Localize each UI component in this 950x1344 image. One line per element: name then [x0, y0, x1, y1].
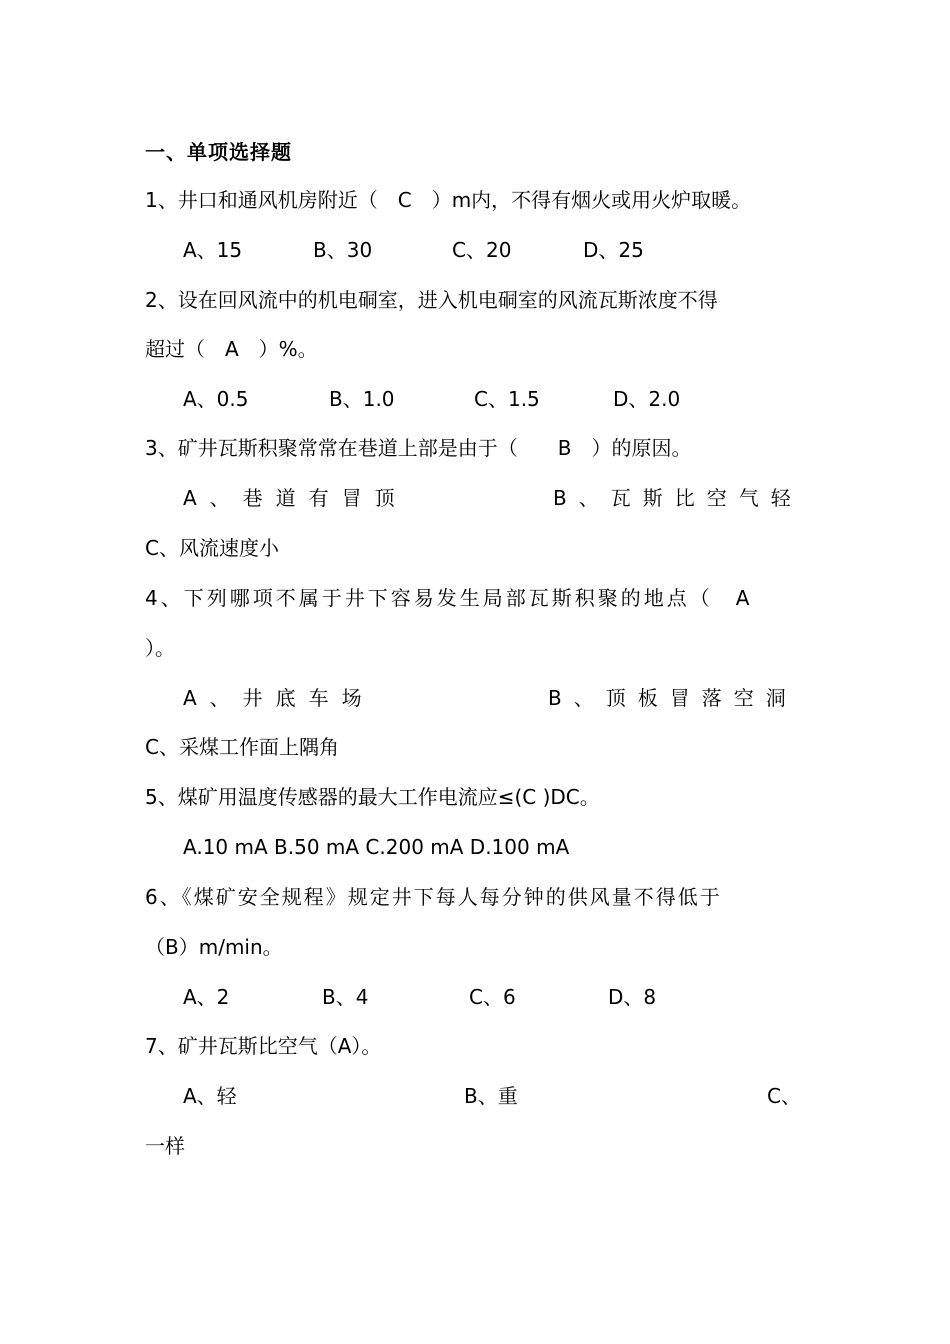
question-2-stem-line1: 2、设在回风流中的机电硐室，进入机电硐室的风流瓦斯浓度不得	[145, 288, 718, 312]
q6-option-c: C、6	[469, 985, 516, 1009]
question-5-options	[0, 829, 950, 865]
question-2-options	[0, 381, 950, 417]
q3-option-c: C、风流速度小	[145, 536, 279, 560]
section-heading-line	[0, 134, 950, 170]
q7-option-c: C、	[767, 1084, 801, 1108]
q7-option-a: A、轻	[183, 1084, 237, 1108]
question-6-options	[0, 979, 950, 1015]
question-7-stem: 7、矿井瓦斯比空气（A）。	[145, 1034, 382, 1058]
q2-option-c: C、1.5	[474, 387, 540, 411]
q3-option-b: B、瓦斯比空气轻	[553, 486, 803, 510]
q4-option-a: A、井底车场	[183, 686, 375, 710]
q4-option-b: B、顶板冒落空洞	[548, 686, 798, 710]
q2-option-a: A、0.5	[183, 387, 249, 411]
q1-option-b: B、30	[313, 238, 373, 262]
question-6-stem-line2: （B）m/min。	[145, 935, 283, 959]
q1-option-c: C、20	[452, 238, 512, 262]
q3-option-a: A、巷道有冒顶	[183, 486, 408, 510]
question-3-options	[0, 480, 950, 516]
question-3	[0, 430, 950, 466]
question-1-options	[0, 232, 950, 268]
section-title: 一、单项选择题	[145, 140, 292, 164]
q5-options-line: A.10 mA B.50 mA C.200 mA D.100 mA	[183, 835, 570, 859]
q4-option-c: C、采煤工作面上隅角	[145, 735, 339, 759]
question-6-stem-line1: 6、《煤矿安全规程》规定井下每人每分钟的供风量不得低于	[145, 885, 722, 909]
q6-option-b: B、4	[322, 985, 369, 1009]
question-3-options-cont	[0, 530, 950, 566]
q7-option-c-text: 一样	[145, 1134, 185, 1158]
question-7-options	[0, 1078, 950, 1114]
question-4-options-cont	[0, 729, 950, 765]
question-2-cont	[0, 331, 950, 367]
question-4-options	[0, 680, 950, 716]
question-3-stem: 3、矿井瓦斯积聚常常在巷道上部是由于（ B ）的原因。	[145, 436, 692, 460]
question-4-cont	[0, 630, 950, 666]
q7-option-b: B、重	[464, 1084, 518, 1108]
question-4-stem-line1: 4、下列哪项不属于井下容易发生局部瓦斯积聚的地点（ A	[145, 586, 753, 610]
question-4	[0, 580, 950, 616]
question-1-stem: 1、井口和通风机房附近（ C ）m内，不得有烟火或用火炉取暖。	[145, 188, 752, 212]
question-2-stem-line2: 超过（ A ）%。	[145, 337, 318, 361]
q2-option-d: D、2.0	[613, 387, 681, 411]
question-5	[0, 779, 950, 815]
q6-option-a: A、2	[183, 985, 230, 1009]
question-1	[0, 182, 950, 218]
question-4-stem-line2: ）。	[145, 636, 175, 660]
question-6	[0, 879, 950, 915]
q1-option-d: D、25	[583, 238, 644, 262]
q6-option-d: D、8	[608, 985, 657, 1009]
q1-option-a: A、15	[183, 238, 243, 262]
q2-option-b: B、1.0	[329, 387, 395, 411]
question-6-cont	[0, 929, 950, 965]
question-7	[0, 1028, 950, 1064]
question-7-options-cont	[0, 1128, 950, 1164]
question-2	[0, 282, 950, 318]
question-5-stem: 5、煤矿用温度传感器的最大工作电流应≤(C )DC。	[145, 785, 600, 809]
